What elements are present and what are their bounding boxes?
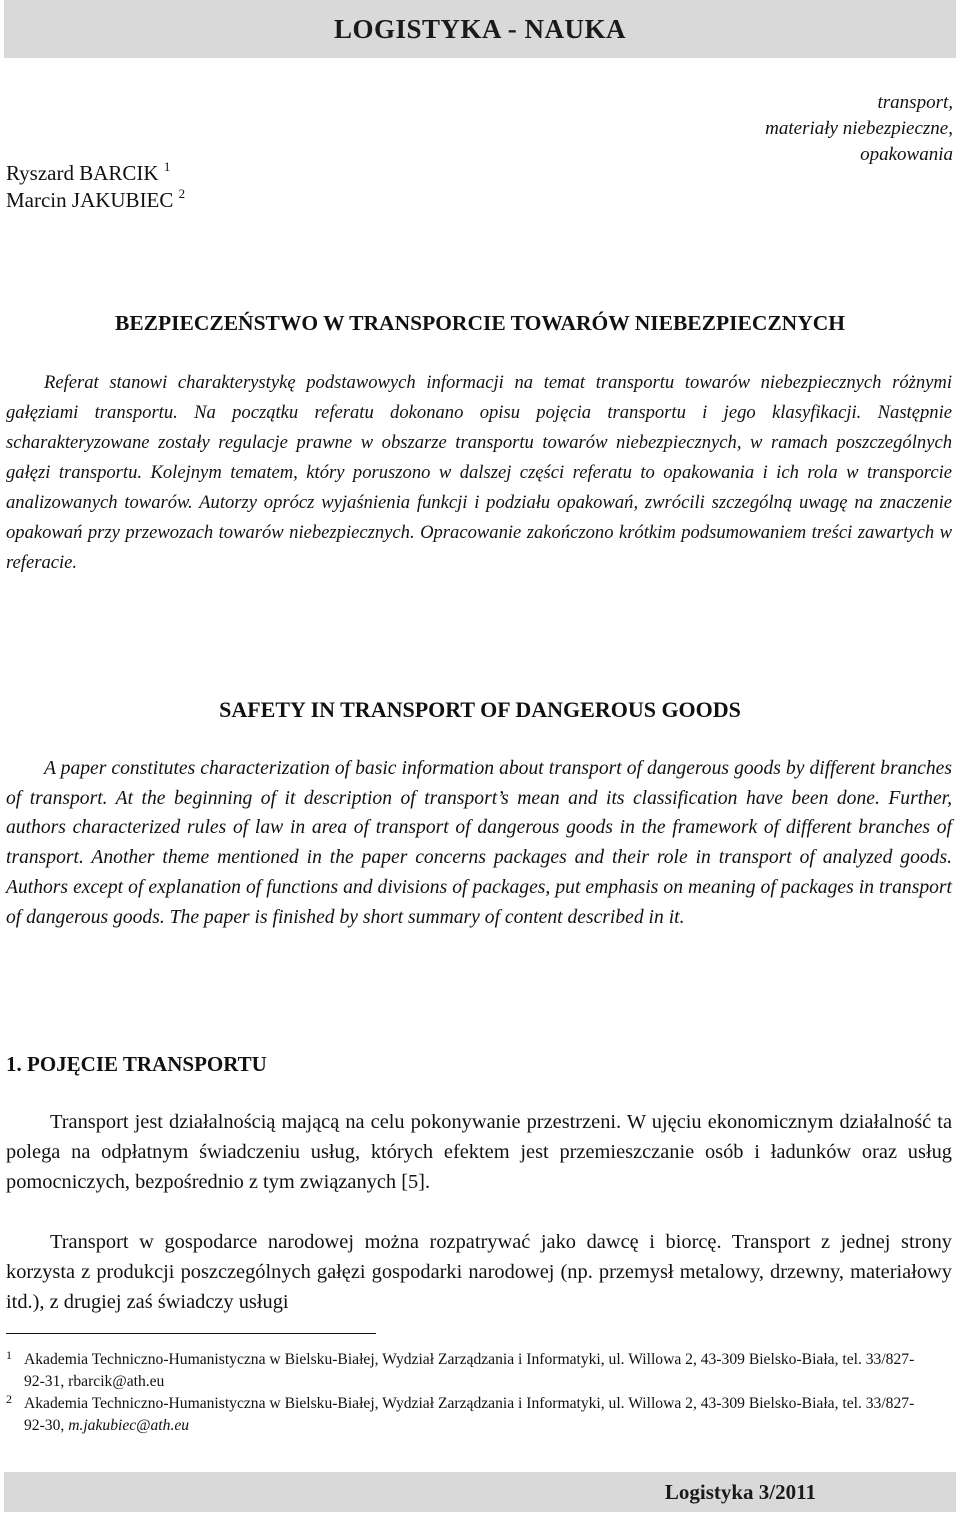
author-name: Marcin JAKUBIEC [6,188,174,212]
authors [6,160,185,214]
author-affiliation-mark: 1 [163,159,171,174]
body-paragraph: Transport w gospodarce narodowej można rozpatrywać jako dawcę i biorcę. Transport z jednej strony korzysta z produkcji poszczególnych gałęzi gospodarki narodowej (np. przemysł metalowy, drzewny, materiałowy itd.), z drugiej zaś świadczy usługi [6,1231,952,1313]
footnote-number: 1 [6,1348,12,1362]
author-affiliation-mark: 2 [178,186,186,201]
author [6,187,185,214]
journal-title: LOGISTYKA - NAUKA [333,13,627,44]
footnote-text: Akademia Techniczno-Humanistyczna w Bielsku-Białej, Wydział Zarządzania i Informatyki, ul. Willowa 2, 43-309 Bielsko-Biała, tel. 33/827-92-31, rbarcik@ath.eu [24,1351,915,1390]
keyword: materiały niebezpieczne, [765,118,953,139]
abstract-en: A paper constitutes characterization of basic information about transport of dangerous goods by different branches of transport. At the beginning of it description of transport’s mean and its classification have been done. Further, authors characterized rules of law in area of transport of dangerous goods in the framework of different branches of transport. Another theme mentioned in the paper concerns packages and their role in transport of analyzed goods. Authors except of explanation of functions and divisions of packages, put emphasis on meaning of packages in transport of dangerous goods. The paper is finished by short summary of content described in it. [6,758,952,928]
keyword: opakowania [860,144,953,165]
journal-footer [4,1472,956,1512]
body-paragraph: Transport jest działalnością mającą na celu pokonywanie przestrzeni. W ujęciu ekonomicznym działalność ta polega na odpłatnym świadczeniu usług, których efektem jest przemieszczanie osób i ładunków oraz usług pomocniczych, bezpośrednio z tym związanych [5]. [6,1111,952,1193]
journal-issue: Logistyka 3/2011 [664,1479,816,1504]
footnote-separator [6,1333,376,1334]
footnote-text: Akademia Techniczno-Humanistyczna w Bielsku-Białej, Wydział Zarządzania i Informatyki, ul. Willowa 2, 43-309 Bielsko-Biała, tel. 33/827-92-30, [24,1395,915,1434]
keywords [653,90,953,168]
author-name: Ryszard BARCIK [6,161,159,185]
keyword: transport, [877,92,953,113]
journal-header [4,0,956,58]
author [6,160,185,187]
footnote [6,1348,920,1393]
paper-title-pl: BEZPIECZEŃSTWO W TRANSPORCIE TOWARÓW NIEBEZPIECZNYCH [114,311,845,335]
abstract-pl: Referat stanowi charakterystykę podstawowych informacji na temat transportu towarów niebezpiecznych różnymi gałęziami transportu. Na początku referatu dokonano opisu pojęcia transportu i jego klasyfikacji. Następnie scharakteryzowane zostały regulacje prawne w obszarze transportu towarów niebezpiecznych, w ramach poszczególnych gałęzi transportu. Kolejnym tematem, który poruszono w dalszej części referatu to opakowania i ich rola w transporcie analizowanych towarów. Autorzy oprócz wyjaśnienia funkcji i podziału opakowań, zwrócili szczególną uwagę na znaczenie opakowań przy przewozach towarów niebezpiecznych. Opracowanie zakończono krótkim podsumowaniem treści zawartych w referacie. [6,372,952,573]
paper-title-en: SAFETY IN TRANSPORT OF DANGEROUS GOODS [219,697,741,722]
section-heading: 1. POJĘCIE TRANSPORTU [6,1052,267,1076]
footnote [6,1392,920,1437]
footnote-email: m.jakubiec@ath.eu [68,1417,190,1434]
footnote-number: 2 [6,1392,12,1406]
